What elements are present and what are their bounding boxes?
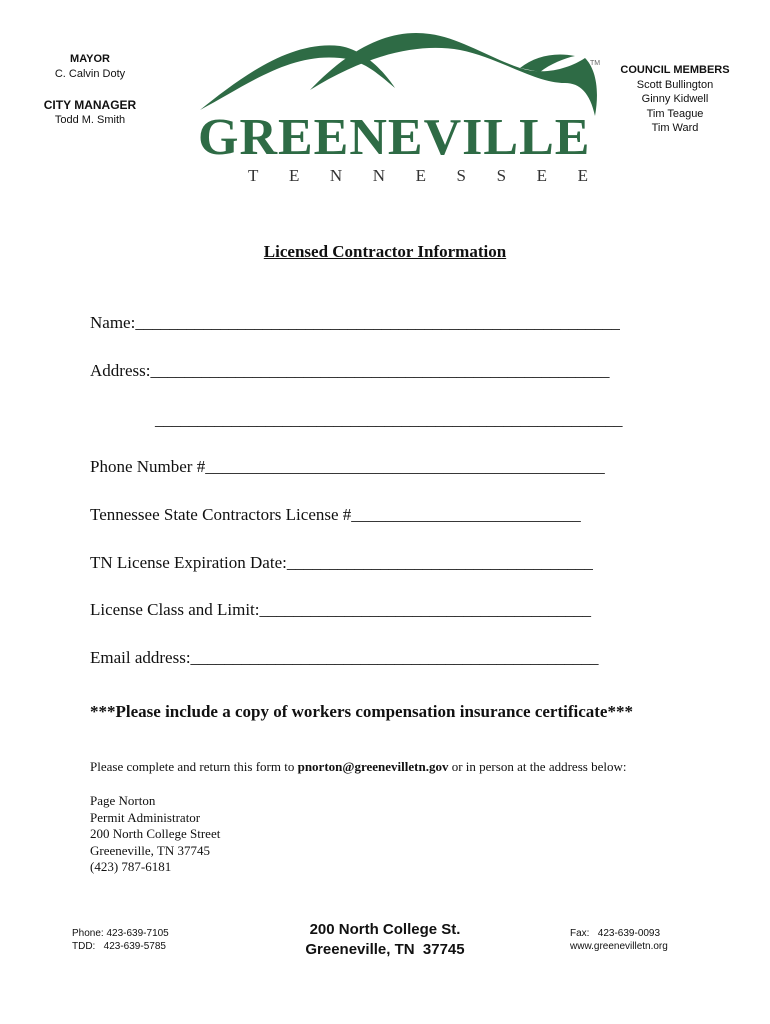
footer-fax-web xyxy=(570,927,668,953)
contact-phone: (423) 787-6181 xyxy=(90,859,172,874)
footer-tdd: TDD: 423-639-5785 xyxy=(72,941,166,952)
footer-phone: Phone: 423-639-7105 xyxy=(72,928,169,939)
footer-website-link[interactable]: www.greenevilletn.org xyxy=(570,941,668,952)
mayor-role: MAYOR xyxy=(70,53,110,65)
contact-name: Page Norton xyxy=(90,793,156,808)
contact-city: Greeneville, TN 37745 xyxy=(90,842,210,858)
footer-phones xyxy=(72,927,169,953)
council-block xyxy=(600,63,750,136)
contact-email-link[interactable]: pnorton@greenevilletn.gov xyxy=(297,759,449,774)
state-letter: E xyxy=(415,166,426,185)
footer-address-line2: Greeneville, TN 37745 xyxy=(305,941,465,958)
trademark-mark: TM xyxy=(590,60,601,67)
footer-address xyxy=(285,920,485,960)
city-manager-role: CITY MANAGER xyxy=(43,98,137,112)
state-letter: S xyxy=(496,166,507,185)
phone-number-field[interactable]: Phone Number #_______________________________________________ xyxy=(90,457,605,476)
city-logo-name: GREENEVILLE xyxy=(198,109,591,166)
form-title: Licensed Contractor Information xyxy=(263,242,507,261)
contact-street: 200 North College Street xyxy=(90,826,221,841)
council-member: Tim Teague xyxy=(646,107,704,120)
mayor-name: C. Calvin Doty xyxy=(54,68,126,80)
state-letter: N xyxy=(329,166,343,185)
address-field[interactable]: Address:______________________________________________________ xyxy=(90,361,610,380)
license-expiration-field[interactable]: TN License Expiration Date:____________________________________ xyxy=(90,553,593,572)
footer-address-line1: 200 North College St. xyxy=(309,921,461,938)
city-logo-state xyxy=(248,166,588,186)
email-address-field[interactable]: Email address:________________________________________________ xyxy=(90,648,599,667)
state-letter: S xyxy=(456,166,467,185)
insurance-note: ***Please include a copy of workers compensation insurance certificate*** xyxy=(90,702,633,721)
city-manager-block xyxy=(20,98,160,128)
footer-fax: Fax: 423-639-0093 xyxy=(570,928,661,939)
state-letter: E xyxy=(536,166,547,185)
council-member: Scott Bullington xyxy=(636,78,714,91)
contact-title: Permit Administrator xyxy=(90,809,201,825)
state-letter: T xyxy=(248,166,259,185)
council-member: Tim Ward xyxy=(651,122,699,134)
mayor-block xyxy=(20,52,160,82)
state-letter: N xyxy=(372,166,386,185)
instruction-text: Please complete and return this form to xyxy=(90,759,298,774)
city-manager-name: Todd M. Smith xyxy=(54,114,126,126)
mountain-logo-icon xyxy=(190,28,610,118)
state-letter: E xyxy=(577,166,588,185)
name-field[interactable]: Name:_________________________________________________________ xyxy=(90,313,620,332)
state-letter: E xyxy=(288,166,300,185)
return-instructions xyxy=(90,759,626,775)
instruction-text: or in person at the address below: xyxy=(448,759,627,774)
address-line2-field[interactable]: _______________________________________________________ xyxy=(155,410,623,429)
contact-block xyxy=(90,793,220,876)
state-license-field[interactable]: Tennessee State Contractors License #___________________________ xyxy=(90,505,581,524)
license-class-field[interactable]: License Class and Limit:_______________________________________ xyxy=(90,600,591,619)
council-member: Ginny Kidwell xyxy=(641,93,709,105)
council-role: COUNCIL MEMBERS xyxy=(620,64,730,76)
